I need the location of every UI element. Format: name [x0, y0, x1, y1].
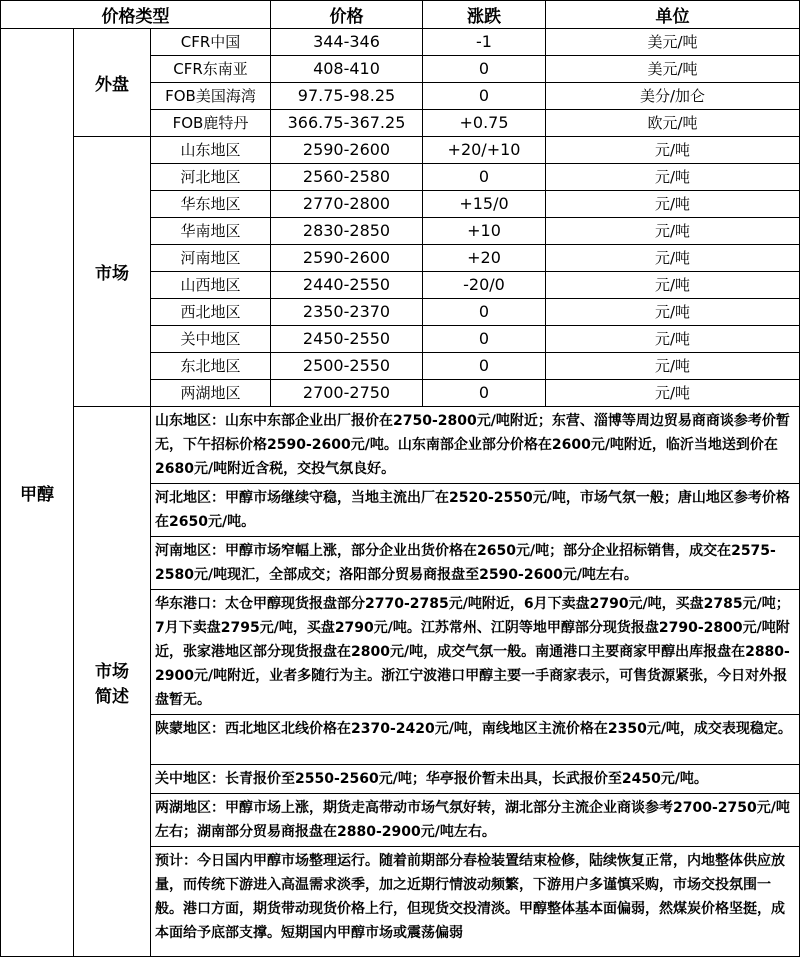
row-unit: 欧元/吨: [546, 110, 800, 137]
row-price: 366.75-367.25: [271, 110, 423, 137]
group-market-label: 市场: [74, 137, 151, 407]
row-price: 97.75-98.25: [271, 83, 423, 110]
row-price: 2350-2370: [271, 299, 423, 326]
row-price: 2590-2600: [271, 137, 423, 164]
row-unit: 美元/吨: [546, 56, 800, 83]
row-unit: 元/吨: [546, 218, 800, 245]
row-unit: 元/吨: [546, 191, 800, 218]
note-east-port: 华东港口：太仓甲醇现货报盘部分2770-2785元/吨附近，6月下卖盘2790元/吨，买盘2785元/吨；7月下卖盘2795元/吨，买盘2790元/吨。江苏常州、江阴等地甲醇部分现货报盘2790-2800元/吨附近，张家港地区部分现货报盘在2800元/吨，成交气氛一般。南通港口主要商家甲醇出库报盘在2880-2900元/吨附近，业者多随行为主。浙江宁波港口甲醇主要一手商家表示，可售货源紧张，今日对外报盘暂无。: [151, 590, 800, 715]
row-name: 河南地区: [151, 245, 271, 272]
row-change: 0: [423, 56, 546, 83]
row-change: +20: [423, 245, 546, 272]
row-name: 山东地区: [151, 137, 271, 164]
row-change: +15/0: [423, 191, 546, 218]
row-price: 2450-2550: [271, 326, 423, 353]
row-unit: 元/吨: [546, 137, 800, 164]
row-price: 2440-2550: [271, 272, 423, 299]
row-unit: 元/吨: [546, 272, 800, 299]
row-name: FOB鹿特丹: [151, 110, 271, 137]
row-change: 0: [423, 83, 546, 110]
note-hebei: 河北地区：甲醇市场继续守稳，当地主流出厂在2520-2550元/吨，市场气氛一般；唐山地区参考价格在2650元/吨。: [151, 484, 800, 537]
row-unit: 元/吨: [546, 326, 800, 353]
note-lianghu: 两湖地区：甲醇市场上涨，期货走高带动市场气氛好转，湖北部分主流企业商谈参考2700-2750元/吨左右；湖南部分贸易商报盘在2880-2900元/吨左右。: [151, 794, 800, 847]
note-row: [1, 407, 800, 484]
row-change: +20/+10: [423, 137, 546, 164]
row-name: 西北地区: [151, 299, 271, 326]
row-name: 两湖地区: [151, 380, 271, 407]
row-price: 2830-2850: [271, 218, 423, 245]
row-unit: 美分/加仑: [546, 83, 800, 110]
row-change: 0: [423, 353, 546, 380]
note-shaanmeng: 陕蒙地区：西北地区北线价格在2370-2420元/吨，南线地区主流价格在2350元/吨，成交表现稳定。: [151, 715, 800, 765]
row-name: 关中地区: [151, 326, 271, 353]
header-price: 价格: [271, 1, 423, 29]
table-row: [1, 137, 800, 164]
row-change: 0: [423, 164, 546, 191]
row-price: 2560-2580: [271, 164, 423, 191]
row-change: +0.75: [423, 110, 546, 137]
row-unit: 元/吨: [546, 245, 800, 272]
header-row: [1, 1, 800, 29]
note-henan: 河南地区：甲醇市场窄幅上涨，部分企业出货价格在2650元/吨；部分企业招标销售，成交在2575-2580元/吨现汇，全部成交；洛阳部分贸易商报盘至2590-2600元/吨左右。: [151, 537, 800, 590]
row-price: 344-346: [271, 29, 423, 56]
row-unit: 元/吨: [546, 299, 800, 326]
product-label: 甲醇: [1, 29, 74, 957]
row-price: 2500-2550: [271, 353, 423, 380]
row-unit: 元/吨: [546, 380, 800, 407]
row-name: CFR中国: [151, 29, 271, 56]
header-unit: 单位: [546, 1, 800, 29]
note-shandong: 山东地区：山东中东部企业出厂报价在2750-2800元/吨附近；东营、淄博等周边贸易商商谈参考价暂无，下午招标价格2590-2600元/吨。山东南部企业部分价格在2600元/吨附近，临沂当地送到价在2680元/吨附近含税，交投气氛良好。: [151, 407, 800, 484]
group-commentary-label: [74, 407, 151, 957]
row-price: 2700-2750: [271, 380, 423, 407]
row-price: 2770-2800: [271, 191, 423, 218]
commentary-label-line1: 市场: [95, 661, 129, 682]
row-name: 山西地区: [151, 272, 271, 299]
row-unit: 元/吨: [546, 353, 800, 380]
note-forecast: 预计：今日国内甲醇市场整理运行。随着前期部分春检装置结束检修，陆续恢复正常，内地整体供应放量，而传统下游进入高温需求淡季，加之近期行情波动频繁，下游用户多谨慎采购，市场交投氛围一般。港口方面，期货带动现货价格上行，但现货交投清淡。甲醇整体基本面偏弱，然煤炭价格坚挺，成本面给予底部支撑。短期国内甲醇市场或震荡偏弱: [151, 847, 800, 957]
row-name: 河北地区: [151, 164, 271, 191]
table-row: [1, 29, 800, 56]
header-category: 价格类型: [1, 1, 271, 29]
row-change: -20/0: [423, 272, 546, 299]
row-name: CFR东南亚: [151, 56, 271, 83]
row-change: 0: [423, 299, 546, 326]
row-change: 0: [423, 326, 546, 353]
row-change: 0: [423, 380, 546, 407]
row-name: 华南地区: [151, 218, 271, 245]
group-foreign-label: 外盘: [74, 29, 151, 137]
commentary-label-line2: 简述: [95, 686, 129, 707]
header-change: 涨跌: [423, 1, 546, 29]
row-name: FOB美国海湾: [151, 83, 271, 110]
row-name: 东北地区: [151, 353, 271, 380]
row-change: -1: [423, 29, 546, 56]
note-guanzhong: 关中地区：长青报价至2550-2560元/吨；华亭报价暂未出具，长武报价至2450元/吨。: [151, 765, 800, 794]
row-name: 华东地区: [151, 191, 271, 218]
row-price: 408-410: [271, 56, 423, 83]
row-price: 2590-2600: [271, 245, 423, 272]
row-unit: 美元/吨: [546, 29, 800, 56]
row-change: +10: [423, 218, 546, 245]
row-unit: 元/吨: [546, 164, 800, 191]
